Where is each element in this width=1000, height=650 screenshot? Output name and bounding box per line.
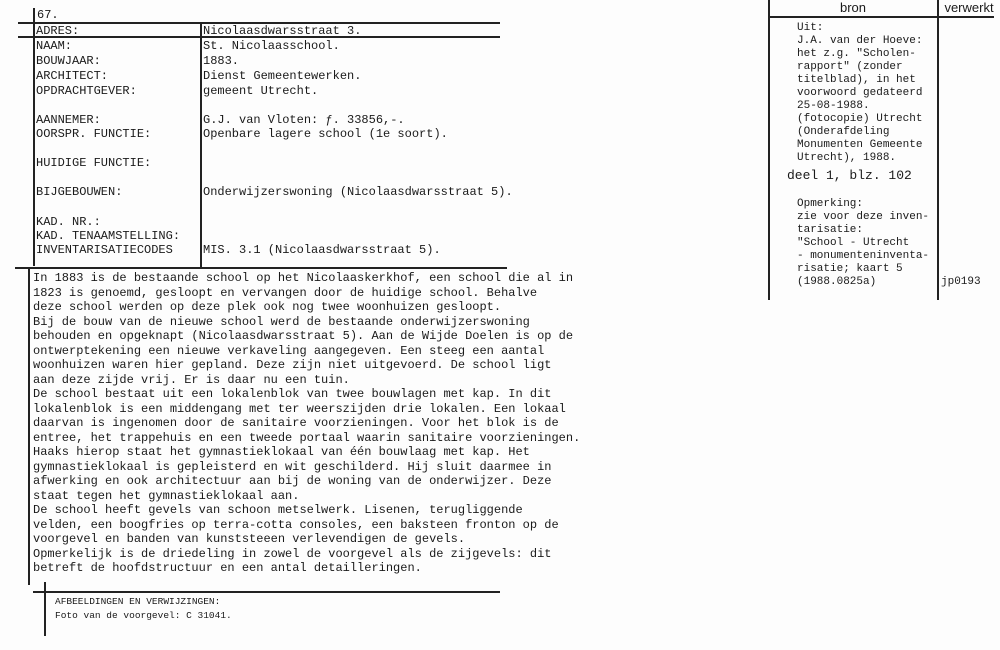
text-line: Opmerkelijk is de driedeling in zowel de voorgevel als de zijgevels: dit xyxy=(33,546,552,561)
table-header-rule xyxy=(768,16,994,18)
text-line: Uit: xyxy=(797,22,824,34)
text-line: daarvan is ingenomen door de sanitaire voorzieningen. Voor het blok is de xyxy=(33,416,559,430)
text-line: "School - Utrecht xyxy=(797,237,910,249)
field-value: Openbare lagere school (1e soort). xyxy=(203,127,448,141)
text-line: Bij de bouw van de nieuwe school werd de bestaande onderwijzerswoning xyxy=(33,314,530,329)
table-left-border xyxy=(768,0,770,300)
field-value: G.J. van Vloten: ƒ. 33856,-. xyxy=(203,113,405,127)
text-line: - monumenteninventa- xyxy=(797,250,930,262)
text-line: aan deze zijde vrij. Er is daar nu een tuin. xyxy=(33,372,350,387)
handwritten-page-note: deel 1, blz. 102 xyxy=(787,168,912,183)
text-line: De school bestaat uit een lokalenblok van twee bouwlagen met kap. In dit xyxy=(33,387,552,401)
text-line: 25-08-1988. xyxy=(797,100,870,112)
text-line: J.A. van der Hoeve: xyxy=(797,35,923,47)
field-label: OORSPR. FUNCTIE: xyxy=(36,127,152,141)
field-label: OPDRACHTGEVER: xyxy=(36,84,137,98)
description-text xyxy=(33,271,580,576)
field-label: KAD. NR.: xyxy=(36,215,101,229)
text-line: behouden en opgeknapt (Nicolaasdwarsstraat 5). Aan de Wijde Doelen is op de xyxy=(33,329,574,343)
text-line: voorwoord gedateerd xyxy=(797,87,923,99)
footer-left-border xyxy=(44,582,46,636)
text-line: (fotocopie) Utrecht xyxy=(797,113,923,125)
card-column-divider xyxy=(200,22,202,268)
field-label: AANNEMER: xyxy=(36,113,101,127)
field-label: HUIDIGE FUNCTIE: xyxy=(36,156,152,170)
text-line: voorgevel en banden van kunststeeen verlevendigen de gevels. xyxy=(33,532,466,546)
text-line: zie voor deze inven- xyxy=(797,211,930,223)
card-bottom-rule xyxy=(15,267,507,269)
verwerkt-code: jp0193 xyxy=(941,276,981,288)
text-line: Haaks hierop staat het gymnastieklokaal van één bouwlaag met kap. Het xyxy=(33,445,530,459)
text-line: velden, een boogfries op terra-cotta consoles, een baksteen fronton op de xyxy=(33,517,559,532)
field-value: gemeent Utrecht. xyxy=(203,84,319,98)
footer-photo-reference: Foto van de voorgevel: C 31041. xyxy=(55,610,232,621)
text-line: Monumenten Gemeente xyxy=(797,139,923,151)
text-line: titelblad), in het xyxy=(797,74,916,86)
field-label: KAD. TENAAMSTELLING: xyxy=(36,229,181,243)
text-line: rapport" (zonder xyxy=(797,61,903,73)
field-label: BOUWJAAR: xyxy=(36,54,101,68)
footer-heading: AFBEELDINGEN EN VERWIJZINGEN: xyxy=(55,596,221,607)
text-line: gymnastieklokaal is gepleisterd en wit geschilderd. Hij sluit daarmee in xyxy=(33,459,552,474)
field-label: ARCHITECT: xyxy=(36,69,109,83)
text-line: deze school werden op deze plek ook nog twee woonhuizen gesloopt. xyxy=(33,300,502,314)
source-citation xyxy=(797,22,922,165)
text-line: entree, het trappehuis en een tweede portaal waarin sanitaire voorzieningen. xyxy=(33,430,581,445)
card-left-border xyxy=(33,8,35,266)
text-line: 1823 is genoemd, gesloopt en vervangen door de huidige school. Behalve xyxy=(33,285,538,300)
column-header-verwerkt: verwerkt xyxy=(944,0,994,15)
field-label: NAAM: xyxy=(36,39,73,53)
text-line: tarisatie: xyxy=(797,224,864,236)
text-line: risatie; kaart 5 xyxy=(797,263,903,275)
text-line: De school heeft gevels van schoon metselwerk. Lisenen, terugliggende xyxy=(33,503,523,517)
field-value: St. Nicolaasschool. xyxy=(203,39,340,53)
field-label: INVENTARISATIECODES xyxy=(36,243,173,257)
text-line: staat tegen het gymnastieklokaal aan. xyxy=(33,488,300,503)
text-line: (1988.0825a) xyxy=(797,276,877,288)
table-column-divider xyxy=(937,0,939,300)
field-value: 1883. xyxy=(203,54,240,68)
field-label: ADRES: xyxy=(36,24,80,38)
text-line: In 1883 is de bestaande school op het Nicolaaskerkhof, een school die al in xyxy=(33,271,574,285)
text-line: Opmerking: xyxy=(797,198,864,210)
field-value: Onderwijzerswoning (Nicolaasdwarsstraat 5). xyxy=(203,185,513,199)
footer-rule xyxy=(33,591,500,593)
field-value: Dienst Gemeentewerken. xyxy=(203,69,362,83)
text-line: het z.g. "Scholen- xyxy=(797,48,916,60)
text-line: betreft de hoofdstructuur en een antal detailleringen. xyxy=(33,561,422,575)
field-label: BIJGEBOUWEN: xyxy=(36,185,123,199)
text-line: (Onderafdeling xyxy=(797,126,890,138)
source-remark xyxy=(797,198,929,289)
description-left-border xyxy=(28,267,30,585)
field-value: MIS. 3.1 (Nicolaasdwarsstraat 5). xyxy=(203,243,441,257)
text-line: woonhuizen waren hier gepland. Deze zijn niet uitgevoerd. De school ligt xyxy=(33,358,552,372)
record-number: 67. xyxy=(37,8,59,22)
column-header-bron: bron xyxy=(839,0,867,15)
text-line: Utrecht), 1988. xyxy=(797,152,897,164)
text-line: ontwerptekening een nieuwe verkaveling aangegeven. Een steeg een aantal xyxy=(33,343,545,358)
text-line: lokalenblok is een middengang met ter weerszijden drie lokalen. Een lokaal xyxy=(33,401,566,416)
field-value: Nicolaasdwarsstraat 3. xyxy=(203,24,362,38)
text-line: afwerking en ook architectuur aan bij de woning van de onderwijzer. Deze xyxy=(33,474,552,488)
